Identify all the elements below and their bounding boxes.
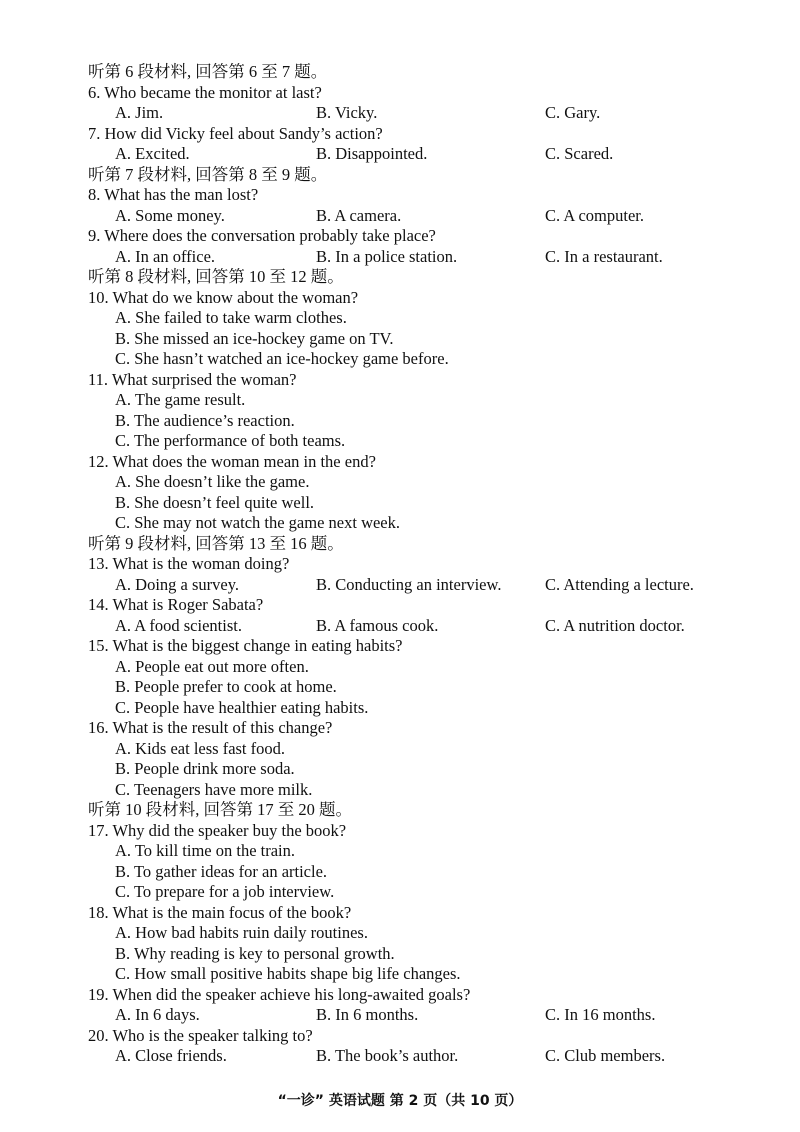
answer-option-c: C. In 16 months. xyxy=(545,1005,656,1024)
answer-option-a: A. A food scientist. xyxy=(115,615,242,635)
answer-option-c: C. Gary. xyxy=(545,103,601,122)
answer-option-c: C. A computer. xyxy=(545,205,644,225)
answer-option: A. People eat out more often. xyxy=(115,656,309,676)
answer-option-b: B. Vicky. xyxy=(316,103,378,122)
answer-option: B. Why reading is key to personal growth. xyxy=(115,943,395,963)
answer-options-row xyxy=(88,247,748,268)
answer-option-b: B. In 6 months. xyxy=(316,1005,419,1024)
answer-option: A. Kids eat less fast food. xyxy=(115,738,286,758)
answer-option: C. She hasn’t watched an ice-hockey game before. xyxy=(115,349,449,368)
question-stem: 8. What has the man lost? xyxy=(88,185,259,204)
answer-option-c: C. A nutrition doctor. xyxy=(545,615,685,635)
answer-option: A. She doesn’t like the game. xyxy=(115,472,310,491)
section-instruction: 听第 8 段材料, 回答第 10 至 12 题。 xyxy=(88,267,344,286)
answer-option-a: A. Doing a survey. xyxy=(115,574,240,594)
section-instruction: 听第 7 段材料, 回答第 8 至 9 题。 xyxy=(88,164,328,184)
answer-option-a: A. In 6 days. xyxy=(115,1005,200,1024)
question-stem: 14. What is Roger Sabata? xyxy=(88,595,264,614)
answer-option-c: C. Club members. xyxy=(545,1046,666,1065)
answer-options-row xyxy=(88,1046,748,1067)
answer-option: C. The performance of both teams. xyxy=(115,431,346,450)
answer-options-row xyxy=(88,1005,748,1026)
answer-option-b: B. A famous cook. xyxy=(316,615,439,635)
answer-option-b: B. In a police station. xyxy=(316,246,458,266)
question-stem: 20. Who is the speaker talking to? xyxy=(88,1025,313,1045)
answer-option-a: A. Close friends. xyxy=(115,1046,227,1065)
question-stem: 19. When did the speaker achieve his long-awaited goals? xyxy=(88,984,471,1004)
answer-option-b: B. The book’s author. xyxy=(316,1046,459,1065)
answer-option: A. She failed to take warm clothes. xyxy=(115,308,347,327)
answer-option: C. She may not watch the game next week. xyxy=(115,513,401,532)
question-stem: 9. Where does the conversation probably take place? xyxy=(88,226,436,245)
answer-option-b: B. Disappointed. xyxy=(316,144,428,163)
answer-option: B. People drink more soda. xyxy=(115,759,295,778)
section-instruction: 听第 9 段材料, 回答第 13 至 16 题。 xyxy=(88,533,344,553)
answer-option: B. She missed an ice-hockey game on TV. xyxy=(115,328,394,348)
answer-option: C. To prepare for a job interview. xyxy=(115,882,335,901)
answer-option-a: A. Some money. xyxy=(115,205,225,225)
answer-option-a: A. In an office. xyxy=(115,246,216,266)
answer-option-b: B. Conducting an interview. xyxy=(316,574,502,594)
answer-option: B. She doesn’t feel quite well. xyxy=(115,492,315,512)
listening-section xyxy=(88,62,748,1067)
answer-option: A. The game result. xyxy=(115,390,246,409)
answer-option: C. How small positive habits shape big life changes. xyxy=(115,964,461,983)
answer-option-a: A. Jim. xyxy=(115,103,164,122)
answer-option: C. Teenagers have more milk. xyxy=(115,779,313,799)
question-stem: 16. What is the result of this change? xyxy=(88,718,333,737)
question-stem: 12. What does the woman mean in the end? xyxy=(88,451,376,471)
answer-option: A. How bad habits ruin daily routines. xyxy=(115,923,368,942)
question-stem: 18. What is the main focus of the book? xyxy=(88,902,352,922)
answer-option-c: C. In a restaurant. xyxy=(545,246,663,266)
answer-options-row xyxy=(88,144,748,165)
answer-options-row xyxy=(88,103,748,124)
answer-option-a: A. Excited. xyxy=(115,144,190,163)
question-stem: 11. What surprised the woman? xyxy=(88,369,297,389)
question-stem: 17. Why did the speaker buy the book? xyxy=(88,820,347,840)
answer-option: A. To kill time on the train. xyxy=(115,841,296,860)
question-stem: 13. What is the woman doing? xyxy=(88,554,290,573)
question-stem: 10. What do we know about the woman? xyxy=(88,287,359,307)
answer-option: B. People prefer to cook at home. xyxy=(115,677,337,696)
answer-options-row xyxy=(88,575,748,596)
question-stem: 7. How did Vicky feel about Sandy’s action? xyxy=(88,123,383,143)
section-instruction: 听第 10 段材料, 回答第 17 至 20 题。 xyxy=(88,800,352,819)
answer-option-b: B. A camera. xyxy=(316,205,402,225)
answer-option-c: C. Scared. xyxy=(545,144,614,163)
answer-option-c: C. Attending a lecture. xyxy=(545,574,694,594)
section-instruction: 听第 6 段材料, 回答第 6 至 7 题。 xyxy=(88,62,328,81)
answer-option: B. The audience’s reaction. xyxy=(115,410,295,430)
answer-option: C. People have healthier eating habits. xyxy=(115,697,369,717)
page-footer: “一诊” 英语试题 第 2 页（共 10 页） xyxy=(277,1093,523,1109)
answer-options-row xyxy=(88,206,748,227)
question-stem: 15. What is the biggest change in eating habits? xyxy=(88,636,403,655)
answer-option: B. To gather ideas for an article. xyxy=(115,861,328,881)
question-stem: 6. Who became the monitor at last? xyxy=(88,82,322,102)
answer-options-row xyxy=(88,616,748,637)
